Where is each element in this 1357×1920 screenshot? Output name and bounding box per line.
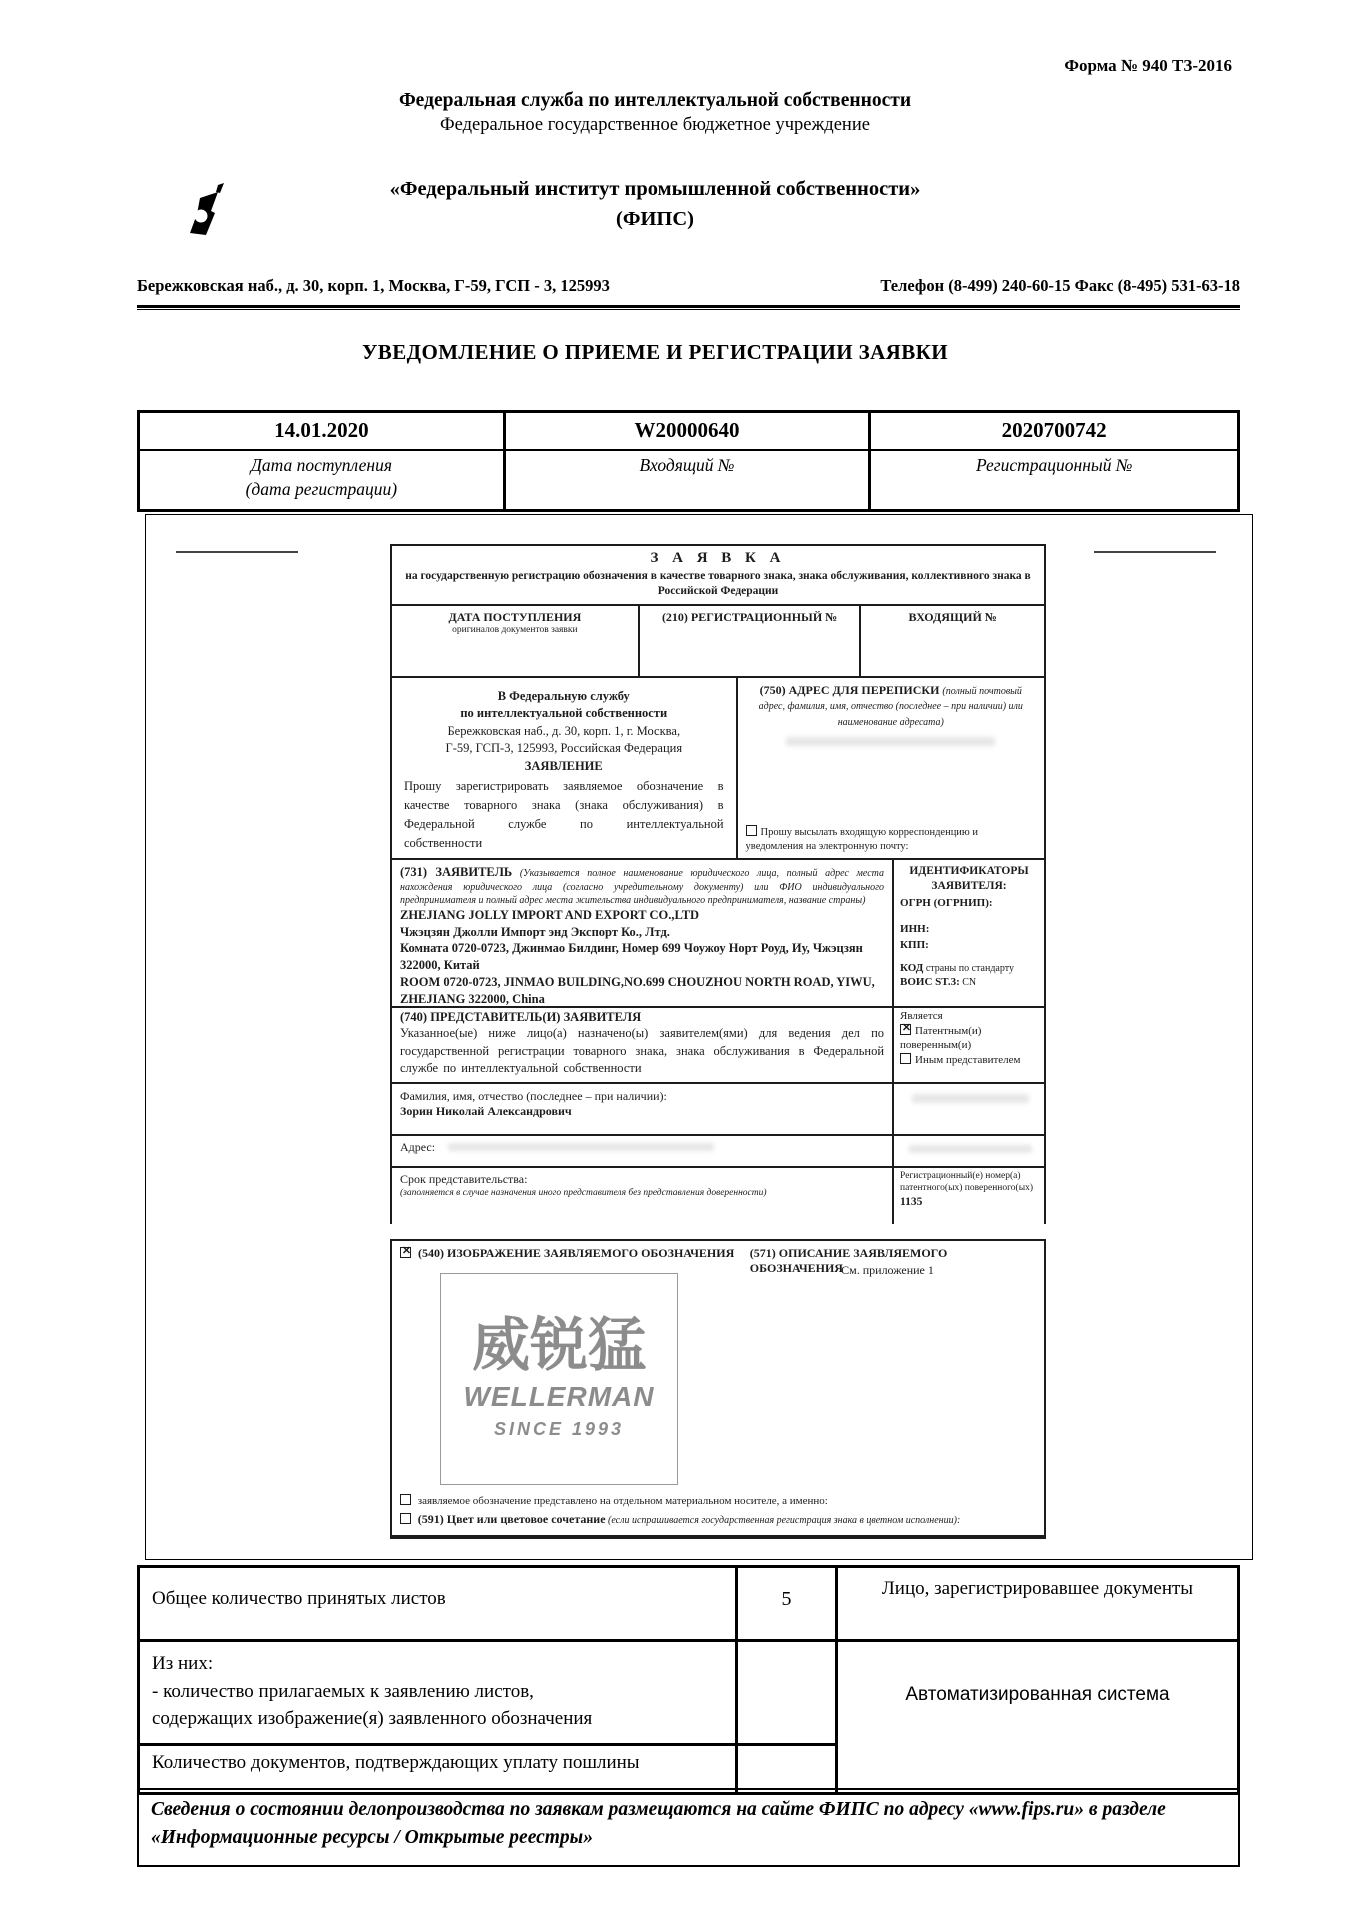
country-code: КОД страны по стандарту ВОИС ST.3: CN [900,962,1014,989]
applicant-name-en: ZHEJIANG JOLLY IMPORT AND EXPORT CO.,LTD [400,907,700,922]
email-checkbox-icon [746,825,757,836]
registrar-label: Лицо, зарегистрировавшее документы [838,1568,1237,1642]
org-address: Бережковская наб., д. 30, корп. 1, Москва, Г-59, ГСП - 3, 125993 [137,276,610,295]
fio-label: Фамилия, имя, отчество (последнее – при наличии): [400,1088,667,1103]
representative-row [392,1008,1044,1084]
image-sheets-value [738,1642,838,1746]
redacted-text [448,1143,714,1151]
mark-description-label: (571) ОПИСАНИЕ ЗАЯВЛЯЕМОГО ОБОЗНАЧЕНИЯ [749,1245,948,1275]
sheets-summary-table [137,1565,1240,1795]
application-header [392,546,1044,606]
applicant-address-ru: Комната 0720-0723, Джинмао Билдинг, Номер 699 Чоужоу Норт Роуд, Иу, Чжэцзян 322000, Китай [400,941,863,973]
redacted-text [912,1094,1029,1103]
representative-is-label: Является [900,1010,943,1023]
other-representative-label: Иным представителем [915,1053,1021,1066]
mark-image-checkbox-icon [400,1247,411,1258]
fee-documents-label: Количество документов, подтверждающих уплату пошлины [140,1746,738,1792]
fips-logo-icon [185,183,225,242]
application-numbers-row [392,606,1044,678]
ogrn-label: ОГРН (ОГРНИП): [900,897,993,910]
statement-text: Прошу зарегистрировать заявляемое обозначение в качестве товарного знака (знака обслуживания) в Федеральной службе по интеллектуальной собственности [404,779,724,850]
reception-date-label: Дата поступления (дата регистрации) [140,451,506,509]
term-label: Срок представительства: [400,1171,528,1186]
reception-table [137,410,1240,512]
addressee-cell: В Федеральную службу по интеллектуальной собственности Бережковская наб., д. 30, корп. 1, г. Москва, Г-59, ГСП-3, 125993, Российская Федерация ЗАЯВЛЕНИЕ Прошу зарегистрировать заявляемое обозначение в качестве товарного знака (знака обслуживания) в Федеральной службе по интеллектуальной собственности [392,678,738,859]
date-of-receipt-subheader: оригиналов документов заявки [452,624,578,635]
notice-title: УВЕДОМЛЕНИЕ О ПРИЕМЕ И РЕГИСТРАЦИИ ЗАЯВКИ [361,340,948,364]
letterhead [70,90,1240,231]
application-subtitle: на государственную регистрацию обозначения в качестве товарного знака, знака обслуживания, коллективного знака в Российской Федерации [405,570,1031,597]
mark-description-value: См. приложение 1 [841,1262,934,1277]
representative-address-row [392,1136,1044,1168]
form-number: Форма № 940 ТЗ-2016 [1064,56,1232,75]
kpp-label: КПП: [900,939,929,952]
image-sheets-label: Из них: - количество прилагаемых к заявлению листов, содержащих изображение(я) заявленного обозначения [140,1642,738,1746]
addressee-and-correspondence-row [392,678,1044,861]
mark-image-label: (540) ИЗОБРАЖЕНИЕ ЗАЯВЛЯЕМОГО ОБОЗНАЧЕНИЯ [418,1245,735,1260]
registration-number-label: Регистрационный № [975,455,1133,475]
rep-address-label: Адрес: [400,1139,436,1154]
footer-note: Сведения о состоянии делопроизводства по заявкам размещаются на сайте ФИПС по адресу «www.fips.ru» в разделе «Информационные ресурсы / Открытые реестры» [137,1788,1240,1867]
registration-number-value: 2020700742 [871,413,1237,451]
color-claim-note: (если испрашивается государственная регистрация знака в цветном исполнении): [605,1514,961,1526]
applicant-row [392,860,1044,1008]
redacted-text [786,737,995,746]
registrar-value: Автоматизированная система [905,1683,1170,1705]
trademark-wordmark: WELLERMAN [463,1381,655,1413]
org-phone-fax: Телефон (8-499) 240-60-15 Факс (8-495) 531-63-18 [880,276,1240,295]
scan-artifact [1094,551,1216,553]
patent-attorney-checkbox-icon [900,1024,911,1035]
incoming-number-header: ВХОДЯЩИЙ № [908,609,997,624]
incoming-number-value: W20000640 [506,413,872,451]
registration-number-header: (210) РЕГИСТРАЦИОННЫЙ № [661,609,838,624]
representative-text: Указанное(ые) ниже лицо(а) назначено(ы) заявителем(ями) для ведения дел по государственной регистрации товарного знака, знака обслуживания в Федеральной службе по интеллектуальной собственности [400,1026,885,1076]
trademark-hanzi: 威锐猛 [471,1313,646,1379]
color-claim-label: (591) Цвет или цветовое сочетание [417,1511,606,1526]
separate-carrier-label: заявляемое обозначение представлено на отдельном материальном носителе, а именно: [417,1494,828,1507]
correspondence-address-cell [738,678,1044,859]
date-of-receipt-header: ДАТА ПОСТУПЛЕНИЯ [448,609,582,624]
institute-name: «Федеральный институт промышленной собственности» [389,178,921,200]
redacted-text [909,1145,1032,1153]
identifiers-header: ИДЕНТИФИКАТОРЫ ЗАЯВИТЕЛЯ: [909,865,1029,892]
applicant-note: (Указывается полное наименование юридического лица, полный адрес места нахождения юридического лица (согласно учредительному документу) или ФИО индивидуального предпринимателя и полный адрес места жительства индивидуального предпринимателя, название страны) [400,868,885,906]
applicant-cell [392,860,894,1006]
email-note: Прошу высылать входящую корреспонденцию и уведомления на электронную почту: [745,827,979,853]
trademark-since: SINCE 1993 [493,1419,625,1440]
trademark-image-section [390,1239,1046,1539]
correspondence-address-label: (750) АДРЕС ДЛЯ ПЕРЕПИСКИ [759,682,940,697]
org-type: Федеральное государственное бюджетное учреждение [440,115,870,135]
patent-attorney-label: Патентным(и) поверенным(и) [900,1025,982,1051]
scan-artifact [176,551,298,553]
application-scan-container [145,514,1253,1560]
trademark-logo [440,1273,678,1485]
contact-row [137,276,1240,296]
institute-abbr: (ФИПС) [616,208,694,230]
application-form-scan [390,544,1046,1539]
representative-name-row [392,1084,1044,1136]
org-name: Федеральная служба по интеллектуальной собственности [398,90,912,111]
application-title: З А Я В К А [650,550,786,566]
applicant-label: (731) ЗАЯВИТЕЛЬ [400,865,513,880]
term-note: (заполняется в случае назначения иного представителя без представления доверенности) [400,1187,767,1198]
correspondence-address-note: (полный почтовый адрес, фамилия, имя, отчество (последнее – при наличии) или наименование адресата) [758,685,1023,728]
incoming-number-label: Входящий № [506,451,872,509]
header-divider [137,305,1240,310]
representative-label: (740) ПРЕДСТАВИТЕЛЬ(И) ЗАЯВИТЕЛЯ [400,1010,642,1025]
color-claim-checkbox-icon [400,1513,411,1524]
statement-title: ЗАЯВЛЕНИЕ [524,758,603,773]
representative-type-cell [894,1008,1044,1082]
separate-carrier-checkbox-icon [400,1494,411,1505]
fio-value: Зорин Николай Александрович [400,1103,572,1118]
representation-term-row [392,1168,1044,1224]
total-sheets-value: 5 [738,1568,838,1642]
reception-date-value: 14.01.2020 [140,413,506,451]
attorney-reg-number-label: Регистрационный(е) номер(а) патентного(ых) поверенного(ых) [900,1170,1034,1194]
fee-documents-value [738,1746,838,1792]
country-code-value: CN [959,977,977,989]
applicant-address-en: ROOM 0720-0723, JINMAO BUILDING,NO.699 CHOUZHOU NORTH ROAD, YIWU, ZHEJIANG 322000, China [400,975,875,1006]
applicant-name-ru: Чжэцзян Джолли Импорт энд Экспорт Ко., Лтд. [400,924,670,939]
attorney-reg-number-value: 1135 [900,1195,923,1208]
total-sheets-label: Общее количество принятых листов [140,1568,738,1642]
applicant-identifiers-cell [894,860,1044,1006]
other-representative-checkbox-icon [900,1053,911,1064]
inn-label: ИНН: [900,923,930,936]
